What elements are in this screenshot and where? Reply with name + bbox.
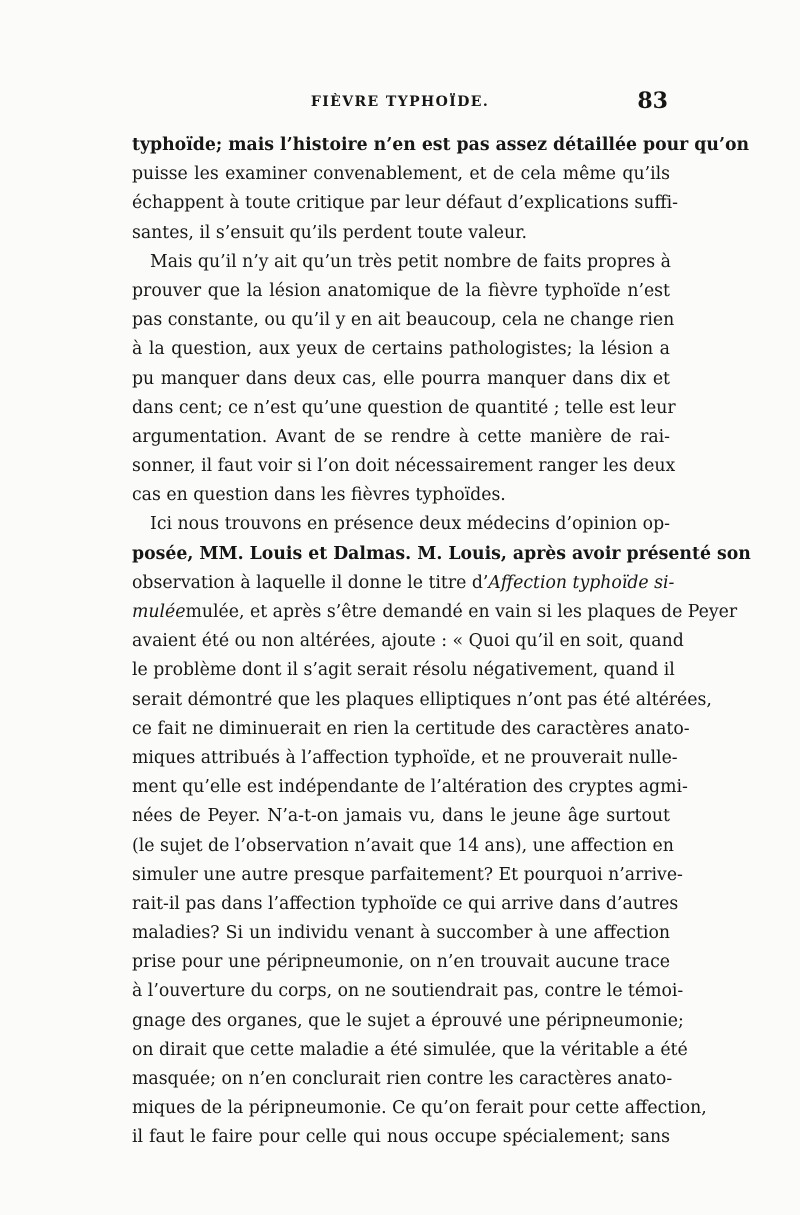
text-line: santes, il s’ensuit qu’ils perdent toute valeur. — [132, 222, 528, 243]
text-line: (le sujet de l’observation n’avait que 14 ans), une affection en — [132, 835, 674, 856]
text-line: avaient été ou non altérées, ajoute : « Quoi qu’il en soit, quand — [132, 631, 684, 652]
text-line: dans cent; ce n’est qu’une question de quantité ; telle est leur — [132, 397, 676, 418]
text-line: argumentation. Avant de se rendre à cette manière de rai- — [132, 426, 670, 447]
italic-title: mulée — [132, 602, 186, 622]
text-line: il faut le faire pour celle qui nous occupe spécialement; sans — [132, 1127, 670, 1148]
paragraph-start-line: Ici nous trouvons en présence deux médecins d’opinion op- — [150, 514, 670, 535]
text-line-with-italic-title — [132, 598, 738, 627]
text-line: simuler une autre presque parfaitement? Et pourquoi n’arrive- — [132, 864, 683, 885]
text-line: pu manquer dans deux cas, elle pourra manquer dans dix et — [132, 368, 670, 389]
text-line: miques attribués à l’affection typhoïde, et ne prouverait nulle- — [132, 747, 678, 768]
text-segment: observation à laquelle il donne le titre d’ — [132, 572, 489, 593]
page-header — [0, 88, 800, 128]
text-line: pas constante, ou qu’il y en ait beaucoup, cela ne change rien — [132, 310, 675, 331]
text-line: typhoïde; mais l’histoire n’en est pas assez détaillée pour qu’on — [132, 135, 750, 155]
text-line: posée, MM. Louis et Dalmas. M. Louis, après avoir présenté son — [132, 543, 751, 564]
text-line: on dirait que cette maladie a été simulée, que la véritable a été — [132, 1039, 688, 1060]
text-segment: mulée, et après s’être demandé en vain si les plaques de Peyer — [185, 602, 738, 622]
text-line: le problème dont il s’agit serait résolu négativement, quand il — [132, 660, 675, 681]
italic-title: Affection typhoïde si- — [488, 572, 675, 593]
page-number: 83 — [637, 88, 668, 114]
text-line: maladies? Si un individu venant à succomber à une affection — [132, 923, 670, 944]
paragraph-start-line: Mais qu’il n’y ait qu’un très petit nombre de faits propres à — [150, 251, 671, 272]
text-line-with-italic-title — [132, 569, 675, 598]
text-line: gnage des organes, que le sujet a éprouvé une péripneumonie; — [132, 1010, 684, 1031]
text-line: à la question, aux yeux de certains pathologistes; la lésion a — [132, 339, 670, 360]
body-text — [132, 131, 751, 1153]
text-line: sonner, il faut voir si l’on doit nécessairement ranger les deux — [132, 456, 676, 477]
text-line: prouver que la lésion anatomique de la fièvre typhoïde n’est — [132, 280, 670, 301]
text-line: masquée; on n’en conclurait rien contre les caractères anato- — [132, 1069, 673, 1089]
text-line: ment qu’elle est indépendante de l’altération des cryptes agmi- — [132, 777, 688, 798]
text-line: prise pour une péripneumonie, on n’en trouvait aucune trace — [132, 952, 670, 973]
text-line: miques de la péripneumonie. Ce qu’on ferait pour cette affection, — [132, 1098, 707, 1119]
text-line: ce fait ne diminuerait en rien la certitude des caractères anato- — [132, 718, 690, 739]
running-title: FIÈVRE TYPHOÏDE. — [310, 94, 490, 110]
text-line: puisse les examiner convenablement, et de cela même qu’ils — [132, 164, 670, 185]
text-line: nées de Peyer. N’a-t-on jamais vu, dans le jeune âge surtout — [132, 806, 670, 827]
text-line: serait démontré que les plaques elliptiques n’ont pas été altérées, — [132, 689, 712, 710]
text-line: à l’ouverture du corps, on ne soutiendrait pas, contre le témoi- — [132, 981, 684, 1002]
text-line: cas en question dans les fièvres typhoïdes. — [132, 485, 506, 506]
text-line: rait-il pas dans l’affection typhoïde ce qui arrive dans d’autres — [132, 893, 679, 914]
text-line: échappent à toute critique par leur défaut d’explications suffi- — [132, 193, 678, 214]
